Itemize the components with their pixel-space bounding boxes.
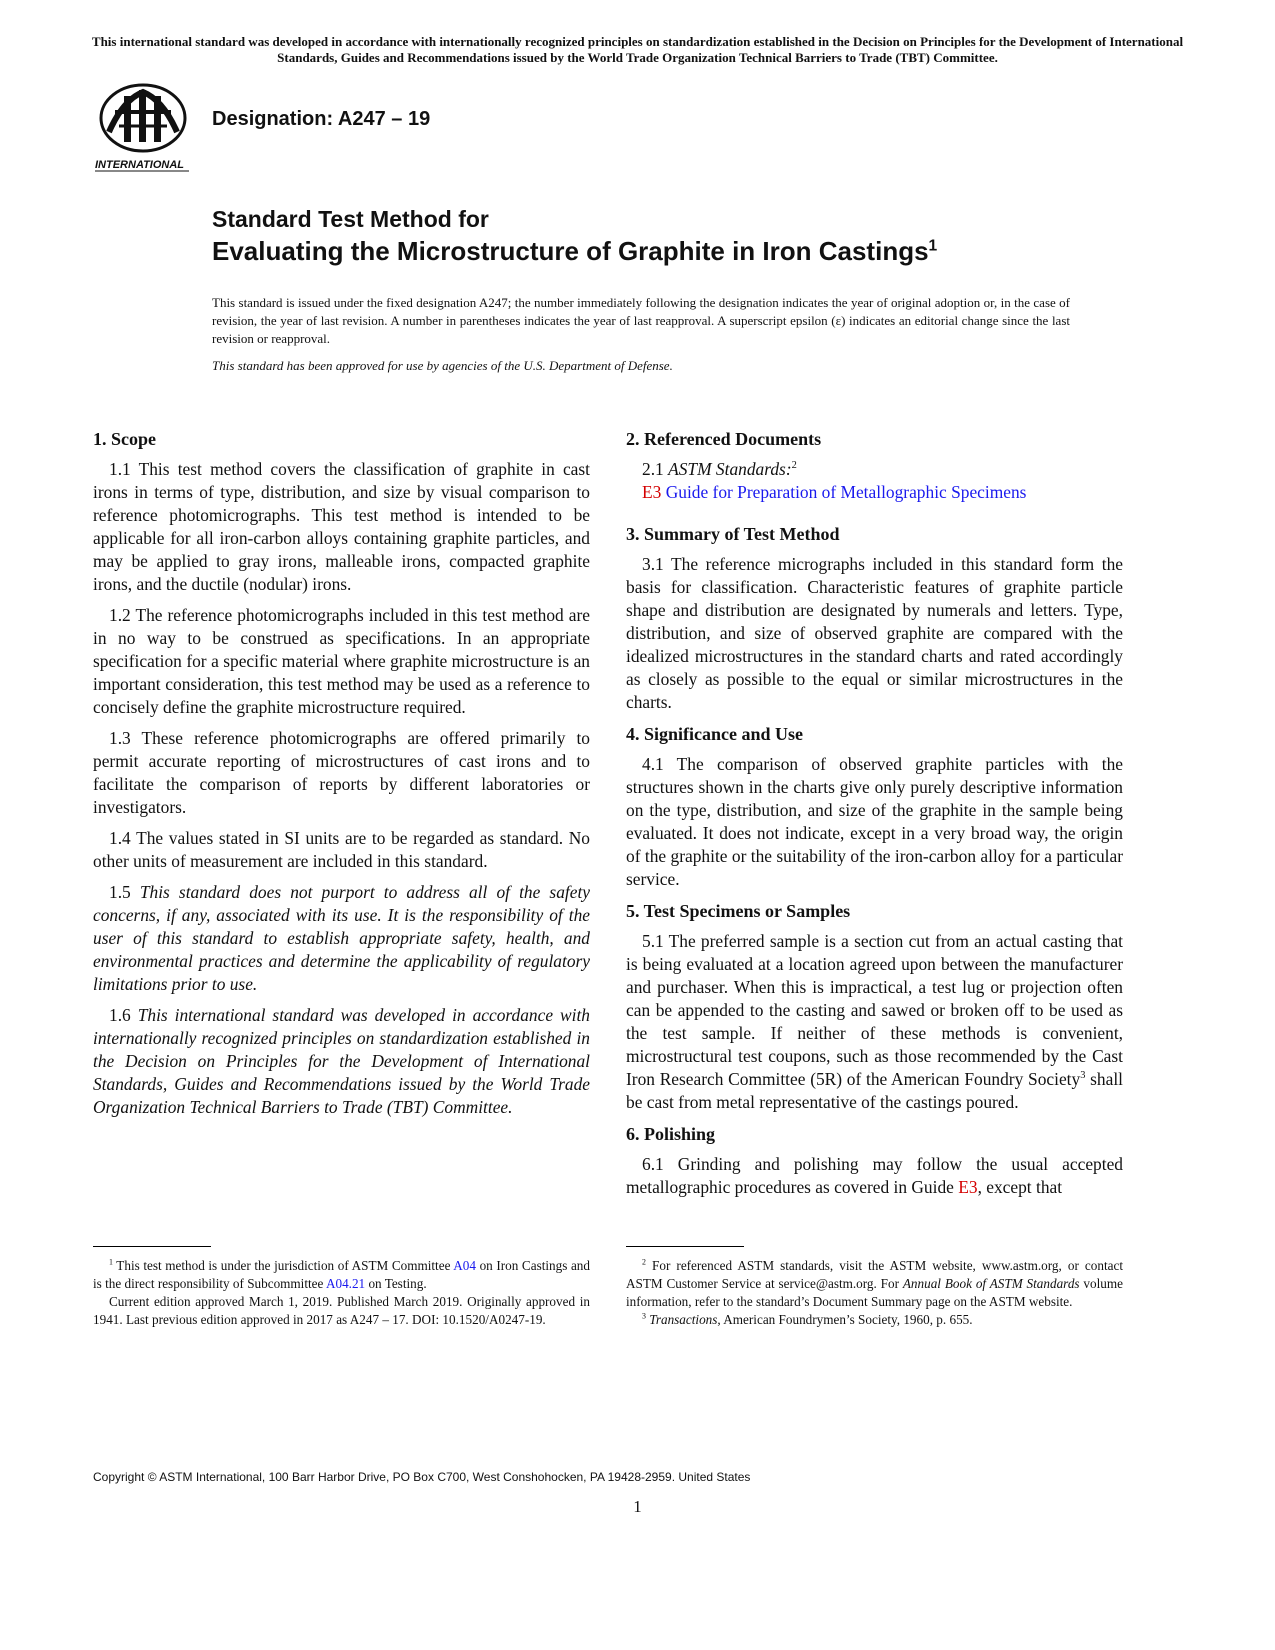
paragraph-5-1-end: shall be cast from metal representative of the castings poured. [626,1069,1124,1112]
title-block [212,205,1172,268]
paragraph-number: 1.5 [109,882,131,902]
title-line-2 [212,234,1172,268]
paragraph-1-6 [93,1004,590,1119]
footnote-1-edition: Current edition approved March 1, 2019. Published March 2019. Originally approved in 1941. Last previous edition approved in 2017 as A247 – 17. DOI: 10.1520/A0247-19. [93,1294,590,1327]
footnote-2 [626,1257,1123,1311]
reference-e3-code[interactable]: E3 [642,482,662,502]
title-line-1: Standard Test Method for [212,206,489,232]
subcommittee-a0421-link[interactable]: A04.21 [325,1276,366,1291]
section-heading-summary: 3. Summary of Test Method [626,524,840,544]
paragraph-5-1 [626,930,1123,1114]
top-notice: This international standard was developed in accordance with internationally recognized principles on standardization established in the Decision on Principles for the Development of International Standards, Guides and Recommendations issued by the World Trade Organization Technical Barriers to Trade (TBT) Committee. [91,34,1184,65]
footnote-rule-right [626,1246,744,1247]
astm-standards-label: ASTM Standards: [668,459,792,479]
footnote-2-book-title: Annual Book of ASTM Standards [902,1276,1080,1291]
footnote-2-text-2: volume information, refer to the standard’s Document Summary page on the ASTM website. [626,1276,1123,1309]
footnote-1-text-3: on Testing. [365,1276,427,1291]
right-column [626,427,1123,1207]
reference-e3[interactable] [626,481,1123,504]
safety-statement: This standard does not purport to address all of the safety concerns, if any, associated with its use. It is the responsibility of the user of this standard to establish appropriate safety, health, and environmental practices and determine the applicability of regulatory limitations prior to use. [93,882,590,994]
left-column [93,427,590,1127]
paragraph-4-1: 4.1 The comparison of observed graphite particles with the structures shown in the charts give only purely descriptive information on the type, distribution, and size of the graphite in the sample being evaluated. It does not indicate, except in a very broad way, the origin of the graphite or the suitability of the iron-carbon alloy for a particular service. [626,754,1123,889]
astm-logo [93,82,195,174]
section-heading-referenced-documents: 2. Referenced Documents [626,429,822,449]
paragraph-6-1-end: , except that [977,1177,1063,1197]
footnote-mark-3: 3 [1080,1070,1086,1082]
footnote-1 [93,1257,590,1293]
footnote-3-title: Transactions [649,1312,718,1327]
paragraph-2-1 [626,458,1123,481]
issue-note: This standard is issued under the fixed designation A247; the number immediately following the designation indicates the year of original adoption or, in the case of revision, the year of last revision. A number in parentheses indicates the year of last reapproval. A superscript epsilon (ε) indicates an editorial change since the last revision or reapproval. [212,295,1070,346]
paragraph-1-4: 1.4 The values stated in SI units are to be regarded as standard. No other units of measurement are included in this standard. [93,828,590,871]
footnote-1-text: This test method is under the jurisdiction of ASTM Committee [112,1258,454,1273]
footnote-3 [626,1311,1123,1329]
title-text: Evaluating the Microstructure of Graphite in Iron Castings [212,236,929,266]
footnote-3-text: , American Foundrymen’s Society, 1960, p. 655. [717,1312,973,1327]
committee-a04-link[interactable]: A04 [453,1258,476,1273]
astm-logo-icon [93,82,195,174]
footnote-2-text: For referenced ASTM standards, visit the ASTM website, www.astm.org, or contact ASTM Customer Service at service@astm.org. For [626,1258,1123,1291]
guide-e3-link[interactable]: E3 [958,1177,978,1197]
footnote-1-mark: 1 [109,1257,113,1267]
paragraph-1-5 [93,881,590,996]
paragraph-1-1: 1.1 This test method covers the classification of graphite in cast irons in terms of type, distribution, and size by visual comparison to reference photomicrographs. This test method is intended to be applicable for all iron-carbon alloys containing graphite particles, and may be applied to gray irons, malleable irons, compacted graphite irons, and the ductile (nodular) irons. [93,459,590,594]
reference-e3-title[interactable]: Guide for Preparation of Metallographic Specimens [665,482,1027,502]
paragraph-1-2: 1.2 The reference photomicrographs included in this test method are in no way to be construed as specifications. In an appropriate specification for a specific material where graphite microstructure is an important consideration, this test method may be used as a reference to concisely define the graphite microstructure required. [93,605,590,717]
paragraph-3-1: 3.1 The reference micrographs included in this standard form the basis for classification. Characteristic features of graphite particle shape and distribution are designated by numerals and letters. Type, distribution, and size of observed graphite are compared with the idealized microstructures in the standard charts and rated accordingly as closely as possible to the equal or similar microstructures in the charts. [626,554,1123,712]
section-heading-specimens: 5. Test Specimens or Samples [626,901,851,921]
section-heading-significance: 4. Significance and Use [626,724,804,744]
footnotes-right [626,1257,1123,1329]
footnote-1-text-2: on Iron Castings and is the direct responsibility of Subcommittee [93,1258,590,1291]
paragraph-number: 1.6 [109,1005,131,1025]
logo-text: INTERNATIONAL [95,159,185,171]
footnote-rule-left [93,1246,211,1247]
footnote-mark-2: 2 [791,460,797,472]
section-heading-polishing: 6. Polishing [626,1124,716,1144]
paragraph-6-1 [626,1153,1123,1199]
page-number: 1 [633,1497,642,1516]
paragraph-6-1-text: 6.1 Grinding and polishing may follow the usual accepted metallographic procedures as covered in Guide [626,1154,1123,1197]
paragraph-1-3: 1.3 These reference photomicrographs are offered primarily to permit accurate reporting of microstructures of cast irons and to facilitate the comparison of reports by different laboratories or investigators. [93,728,590,817]
footnote-3-mark: 3 [642,1311,646,1321]
copyright-notice: Copyright © ASTM International, 100 Barr Harbor Drive, PO Box C700, West Conshohocken, PA 19428-2959. United States [93,1470,751,1484]
paragraph-number: 2.1 [642,459,664,479]
title-footnote-mark: 1 [928,237,938,255]
dod-approval-note: This standard has been approved for use by agencies of the U.S. Department of Defense. [212,358,673,373]
footnote-2-mark: 2 [642,1257,646,1267]
wto-statement: This international standard was developed in accordance with internationally recognized principles on standardization established in the Decision on Principles for the Development of International Standards, Guides and Recommendations issued by the World Trade Organization Technical Barriers to Trade (TBT) Committee. [93,1005,590,1117]
paragraph-5-1-text: 5.1 The preferred sample is a section cut from an actual casting that is being evaluated at a location agreed upon between the manufacturer and purchaser. When this is impractical, a test lug or projection often can be appended to the casting and sawed or broken off to be used as the test sample. If neither of these methods is convenient, microstructural test coupons, such as those recommended by the Cast Iron Research Committee (5R) of the American Foundry Society [626,931,1123,1089]
footnotes-left [93,1257,590,1329]
designation: Designation: A247 – 19 [212,108,431,130]
section-heading-scope: 1. Scope [93,429,156,449]
